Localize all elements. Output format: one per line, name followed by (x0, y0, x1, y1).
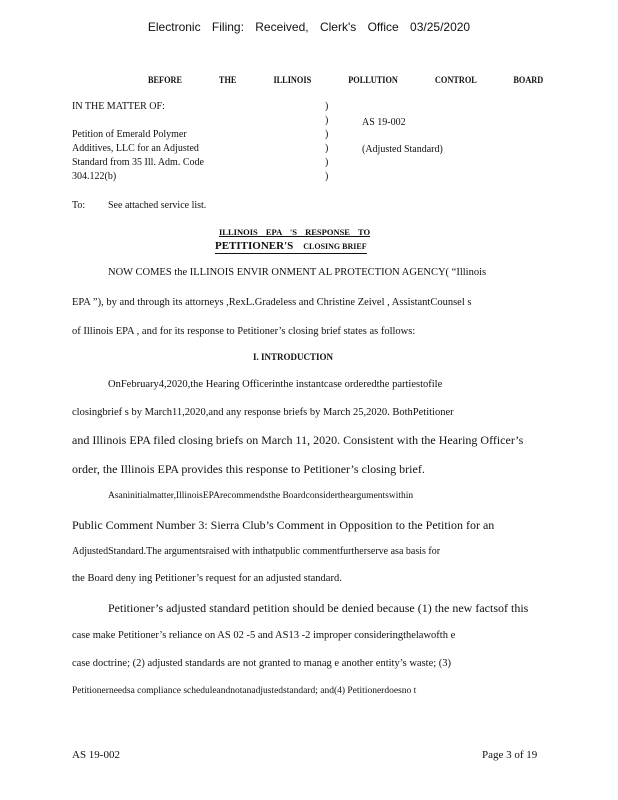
caption-petition-line: Petition of Emerald Polymer (72, 129, 187, 140)
to-label: To: (72, 200, 86, 211)
body-line: of Illinois EPA , and for its response to Petitioner’s closing brief states as follows: (72, 326, 416, 337)
body-line: closingbrief s by March11,2020,and any response briefs by March 25,2020. BothPetitioner (72, 407, 454, 418)
body-line: EPA ”), by and through its attorneys ,RexL.Gradeless and Christine Zeivel , AssistantCounsel s (72, 297, 472, 308)
body-line: Petitionerneedsa compliance scheduleandnotanadjustedstandard; and(4) Petitionerdoesno t (72, 686, 417, 696)
section-heading: I. INTRODUCTION (253, 352, 334, 362)
caption-parens: ) ) ) ) ) ) (325, 101, 329, 182)
caption-petition-line: Standard from 35 Ill. Adm. Code (72, 157, 204, 168)
page-number: Page 3 of 19 (482, 749, 538, 761)
body-line: order, the Illinois EPA provides this response to Petitioner’s closing brief. (72, 462, 425, 476)
caption-matter: IN THE MATTER OF: (72, 101, 165, 112)
body-line: the Board deny ing Petitioner’s request for an adjusted standard. (72, 573, 342, 584)
caption-petition-line: 304.122(b) (72, 171, 117, 182)
body-line: case make Petitioner’s reliance on AS 02 -5 and AS13 -2 improper consideringthelawofth e (72, 630, 456, 641)
body-line: Public Comment Number 3: Sierra Club’s Comment in Opposition to the Petition for an (72, 518, 495, 532)
case-type: (Adjusted Standard) (362, 144, 443, 155)
body-line: AdjustedStandard.The argumentsraised with inthatpublic commentfurtherserve asa basis for (72, 546, 441, 557)
body-line: case doctrine; (2) adjusted standards are not granted to manag e another entity’s waste; (3) (72, 658, 452, 669)
caption-petition-line: Additives, LLC for an Adjusted (72, 143, 199, 154)
body-line: NOW COMES the ILLINOIS ENVIR ONMENT AL PROTECTION AGENCY( “Illinois (108, 267, 487, 278)
body-line: and Illinois EPA filed closing briefs on March 11, 2020. Consistent with the Hearing Officer’s (72, 433, 524, 447)
to-text: See attached service list. (108, 200, 207, 211)
filing-stamp: Electronic Filing: Received, Clerk's Office 03/25/2020 (147, 20, 471, 34)
case-number: AS 19-002 (362, 117, 406, 128)
body-line: Petitioner’s adjusted standard petition should be denied because (1) the new factsof this (108, 601, 529, 615)
body-line: OnFebruary4,2020,the Hearing Officerinthe instantcase orderedthe partiestofile (108, 379, 443, 390)
response-title: ILLINOIS EPA 'S RESPONSE TO (219, 227, 371, 237)
body-line: Asaninitialmatter,IllinoisEPArecommendsthe Boardconsidertheargumentswithin (108, 491, 414, 501)
response-title-line2: PETITIONER'S CLOSING BRIEF (215, 240, 367, 252)
board-title: BEFORE THE ILLINOIS POLLUTION CONTROL BOARD (148, 75, 544, 85)
footer-case-number: AS 19-002 (72, 749, 120, 761)
